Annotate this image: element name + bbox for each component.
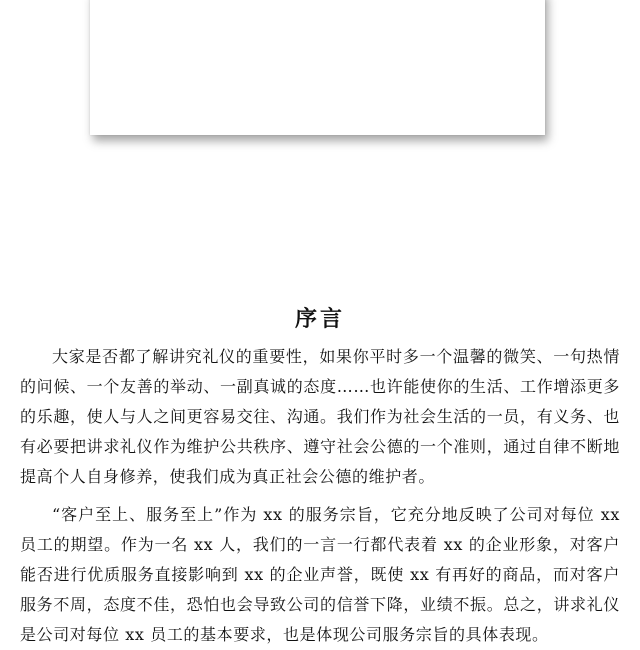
paragraph-1: 大家是否都了解讲究礼仪的重要性，如果你平时多一个温馨的微笑、一句热情的问候、一个友善的举动、一副真诚的态度……也许能使你的生活、工作增添更多的乐趣，使人与人之间更容易交往、沟通。我们作为社会生活的一员，有义务、也有必要把讲求礼仪作为维护公共秩序、遵守社会公德的一个准则，通过自律不断地提高个人自身修养，使我们成为真正社会公德的维护者。	[20, 347, 620, 486]
document-cover-card	[90, 0, 545, 135]
page-title: 序言	[294, 306, 345, 332]
document-body	[20, 342, 620, 650]
paragraph-2: “客户至上、服务至上”作为 xx 的服务宗旨，它充分地反映了公司对每位 xx 员工的期望。作为一名 xx 人，我们的一言一行都代表着 xx 的企业形象，对客户能否进行优质服务直接影响到 xx 的企业声誉，既使 xx 有再好的商品，而对客户服务不周，态度不佳，恐怕也会导致公司的信誉下降，业绩不振。总之，讲求礼仪是公司对每位 xx 员工的基本要求，也是体现公司服务宗旨的具体表现。	[20, 505, 620, 644]
